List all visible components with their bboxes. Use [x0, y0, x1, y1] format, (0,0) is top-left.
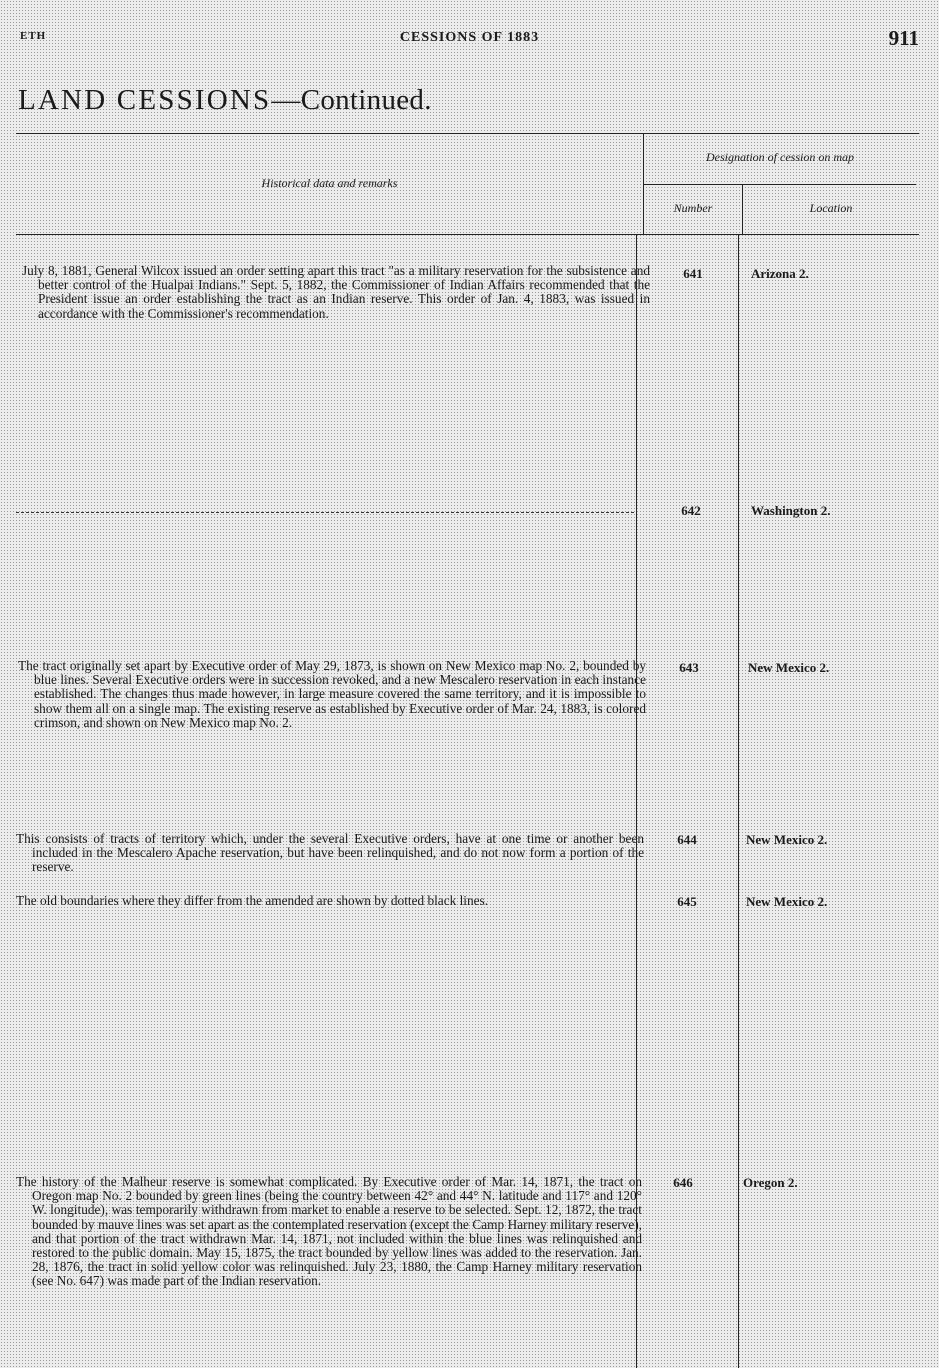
number-column-header: Number — [673, 201, 713, 215]
section-title — [18, 84, 432, 117]
remark-641: July 8, 1881, General Wilcox issued an order setting apart this tract "as a military reservation for the subsistence and better control of the Hualpai Indians." Sept. 5, 1882, the Commissioner of Indian Affairs recommended that the President issue an order establishing the tract as an Indian reserve. This order of Jan. 4, 1883, was issued in accordance with the Commissioner's recommendation. — [22, 263, 650, 321]
cession-location-641: Arizona 2. — [751, 266, 809, 281]
cession-number-643: 643 — [679, 660, 699, 675]
cession-number-641: 641 — [683, 266, 703, 281]
cession-number-642: 642 — [681, 503, 701, 518]
location-column-header: Location — [809, 201, 853, 215]
section-title-continued: —Continued. — [271, 84, 432, 116]
designation-subheader-rule — [644, 184, 916, 185]
remark-645: The old boundaries where they differ from the amended are shown by dotted black lines. — [16, 893, 489, 908]
cession-location-644: New Mexico 2. — [746, 832, 828, 847]
section-title-main: LAND CESSIONS — [18, 84, 272, 116]
cession-location-646: Oregon 2. — [743, 1175, 798, 1190]
dotted-leader-642 — [16, 512, 634, 513]
running-title: CESSIONS OF 1883 — [399, 30, 540, 45]
remarks-column-header: Historical data and remarks — [261, 176, 398, 190]
remarks-column-divider — [643, 133, 644, 235]
cession-location-642: Washington 2. — [751, 503, 831, 518]
table-header-bottom-rule — [16, 234, 919, 235]
cession-number-646: 646 — [673, 1175, 693, 1190]
cession-location-645: New Mexico 2. — [746, 894, 828, 909]
page-margin-mark: ETH — [20, 30, 47, 42]
cession-number-645: 645 — [677, 894, 697, 909]
remark-646: The history of the Malheur reserve is somewhat complicated. By Executive order of Mar. 14, 1871, the tract on Oregon map No. 2 bounded by green lines (being the country between 42° and 44° N. latitude and 117° and 120° W. longitude), was temporarily withdrawn from market to enable a reserve to be selected. Sept. 12, 1872, the tract bounded by mauve lines was set apart as the contemplated reservation (except the Camp Harney military reserve), and that portion of the tract withdrawn Mar. 14, 1871, not included within the blue lines was relinquished and restored to the public domain. May 15, 1875, the tract bounded by yellow lines was added to the reservation. Jan. 28, 1876, the tract in solid yellow color was relinquished. July 23, 1880, the Camp Harney military reservation (see No. 647) was made part of the Indian reservation. — [16, 1174, 642, 1289]
number-location-divider-body — [738, 234, 739, 1368]
remark-643: The tract originally set apart by Executive order of May 29, 1873, is shown on New Mexico map No. 2, bounded by blue lines. Several Executive orders were in succession revoked, and a new Mescalero reservation in each instance established. The changes thus made however, in large measure covered the same territory, and it is impossible to show them all on a single map. The existing reserve as established by Executive order of Mar. 24, 1883, is colored crimson, and shown on New Mexico map No. 2. — [18, 658, 646, 730]
cession-location-643: New Mexico 2. — [748, 660, 830, 675]
remark-644: This consists of tracts of territory which, under the several Executive orders, have at one time or another been included in the Mescalero Apache reservation, but have been relinquished, and do not now form a portion of the reserve. — [16, 831, 644, 875]
cession-number-644: 644 — [677, 832, 697, 847]
page-number: 911 — [888, 26, 919, 50]
designation-group-header: Designation of cession on map — [706, 150, 854, 164]
table-top-rule — [16, 133, 919, 134]
